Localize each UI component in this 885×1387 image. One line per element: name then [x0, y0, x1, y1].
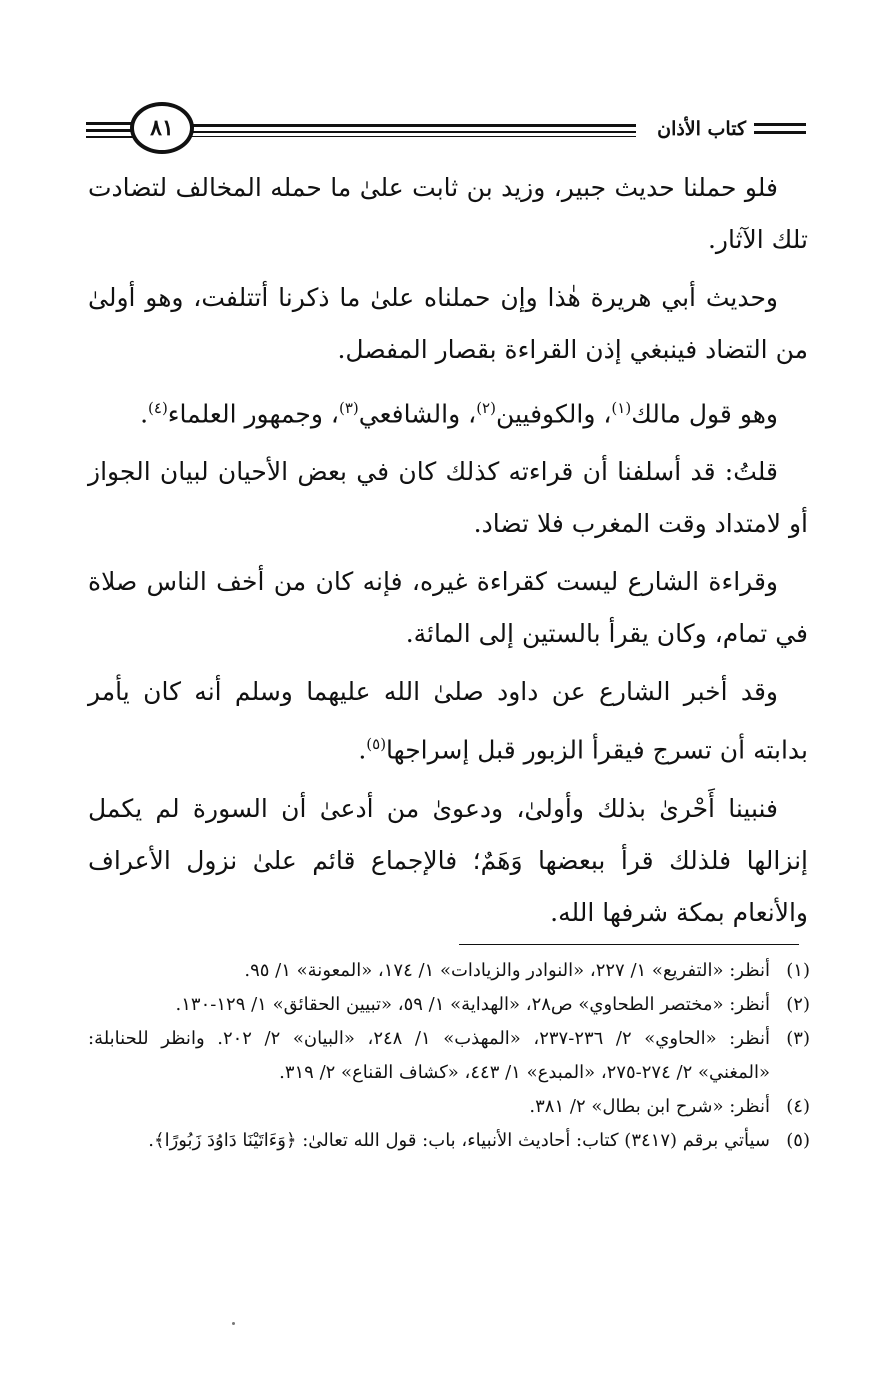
footnote-number: (٥): [786, 1130, 810, 1151]
paragraph-text: ، وجمهور العلماء: [167, 399, 339, 429]
footnote-ref[interactable]: (٤): [148, 399, 168, 417]
footnote-ref[interactable]: (٢): [476, 399, 496, 417]
header-ornament-line: [754, 131, 806, 134]
paragraph-text: وقد أخبر الشارع عن داود صلىٰ الله عليهما وسلم أنه كان يأمر بدابته أن تسرج فيقرأ الزبور قبل إسراجها: [88, 677, 808, 765]
paragraph: وحديث أبي هريرة هٰذا وإن حملناه علىٰ ما ذكرنا أتتلفت، وهو أولىٰ من التضاد فينبغي إذن القراءة بقصار المفصل.: [88, 283, 808, 364]
scan-speck: [232, 1322, 235, 1325]
paragraph: فنبينا أَحْرىٰ بذلك وأولىٰ، ودعوىٰ من أدعىٰ أن السورة لم يكمل إنزالها فلذلك قرأ ببعضها وَهَمٌ؛ فالإجماع قائم علىٰ نزول الأعراف والأنعام بمكة شرفها الله.: [88, 793, 808, 927]
footnote-ref[interactable]: (٣): [338, 399, 359, 417]
footnote-number: (٣): [786, 1028, 810, 1049]
main-text: [88, 162, 808, 945]
footnote-text: أنظر: «التفريع» ١/ ٢٢٧، «النوادر والزيادات» ١/ ١٧٤، «المعونة» ١/ ٩٥.: [244, 960, 770, 981]
footnote: [88, 954, 810, 988]
footnote-ref[interactable]: (١): [611, 399, 632, 417]
header-rule: [190, 136, 636, 137]
footnote-text: سيأتي برقم (٣٤١٧) كتاب: أحاديث الأنبياء، باب: قول الله تعالىٰ: ﴿وَءَاتَيْنَا دَاوُدَ زَبُورًا﴾.: [148, 1130, 770, 1151]
paragraph: [88, 666, 808, 776]
paragraph: قلتُ: قد أسلفنا أن قراءته كذلك كان في بعض الأحيان لبيان الجواز أو لامتداد وقت المغرب فلا تضاد.: [88, 457, 808, 539]
header-ornament-line: [754, 123, 806, 126]
paragraph: [88, 382, 808, 440]
header-rule: [190, 131, 636, 133]
page-number: ٨١: [150, 115, 174, 141]
footnote: [88, 1124, 810, 1158]
footnote-number: (١): [786, 960, 810, 981]
page-number-badge: [130, 102, 194, 154]
footnote-text: أنظر: «الحاوي» ٢/ ٢٣٦-٢٣٧، «المهذب» ١/ ٢٤٨، «البيان» ٢/ ٢٠٢. وانظر للحنابلة: «المغني» ٢/ ٢٧٤-٢٧٥، «المبدع» ١/ ٤٤٣، «كشاف القناع» ٢/ ٣١٩.: [88, 1028, 770, 1083]
footnotes: [88, 954, 810, 1158]
footnote: [88, 1022, 810, 1090]
footnote-text: أنظر: «مختصر الطحاوي» ص٢٨، «الهداية» ١/ ٥٩، «تبيين الحقائق» ١/ ١٢٩-١٣٠.: [175, 994, 770, 1015]
footnote-separator: [459, 944, 799, 945]
footnote: [88, 988, 810, 1022]
paragraph-text: .: [358, 735, 367, 765]
paragraph: فلو حملنا حديث جبير، وزيد بن ثابت علىٰ ما حمله المخالف لتضادت تلك الآثار.: [88, 173, 808, 254]
footnote-ref[interactable]: (٥): [366, 735, 387, 754]
page-header: [86, 96, 806, 160]
footnote-number: (٢): [786, 994, 810, 1015]
chapter-title: كتاب الأذان: [657, 118, 746, 140]
footnote-text: أنظر: «شرح ابن بطال» ٢/ ٣٨١.: [529, 1096, 770, 1117]
paragraph-text: .: [140, 399, 149, 429]
paragraph-text: ، والكوفيين: [495, 399, 612, 429]
paragraph-text: وهو قول مالك: [631, 399, 778, 429]
paragraph: وقراءة الشارع ليست كقراءة غيره، فإنه كان من أخف الناس صلاة في تمام، وكان يقرأ بالستين إلى المائة.: [88, 567, 808, 649]
paragraph-text: ، والشافعي: [358, 399, 477, 429]
footnote: [88, 1090, 810, 1124]
header-rule: [190, 124, 636, 127]
footnote-number: (٤): [786, 1096, 810, 1117]
